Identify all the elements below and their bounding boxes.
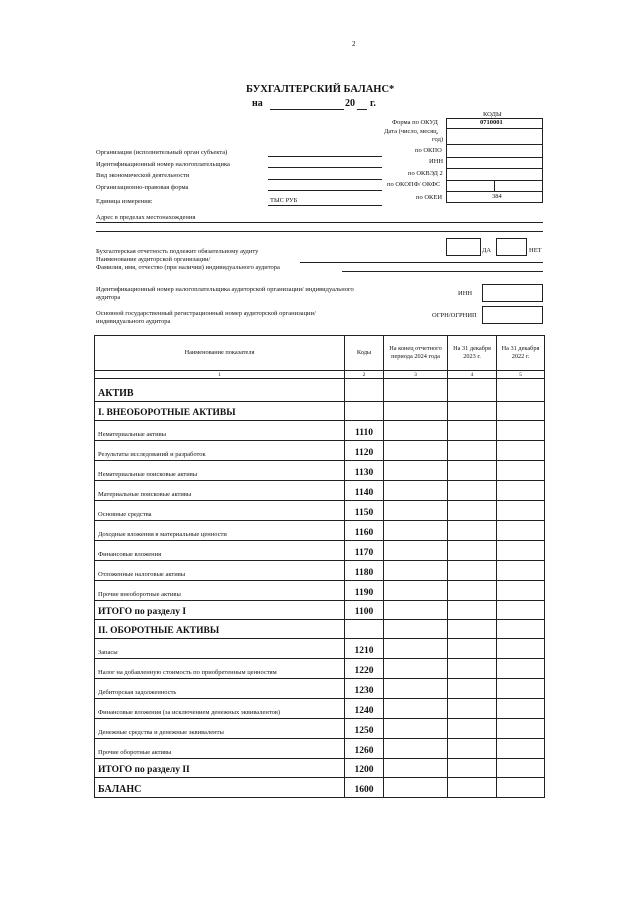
value-cell[interactable] [384, 561, 448, 581]
table-row [95, 481, 545, 501]
row-label: Финансовые вложения (за исключением денежных эквивалентов) [95, 699, 345, 719]
table-row [95, 778, 545, 798]
table-row [95, 659, 545, 679]
value-cell[interactable] [384, 461, 448, 481]
auditor-ogrn-short: ОГРН/ОГРНИП [432, 312, 477, 319]
value-cell[interactable] [384, 679, 448, 699]
row-label: ИТОГО по разделу I [95, 601, 345, 620]
value-cell[interactable] [384, 620, 448, 639]
value-cell[interactable] [497, 659, 545, 679]
value-cell[interactable] [384, 719, 448, 739]
row-code [345, 620, 384, 639]
row-code: 1190 [345, 581, 384, 601]
value-cell[interactable] [384, 601, 448, 620]
okei-label: по ОКЕИ [416, 194, 443, 201]
col-number: 4 [448, 371, 497, 379]
table-row [95, 639, 545, 659]
value-cell[interactable] [448, 421, 497, 441]
value-cell[interactable] [497, 521, 545, 541]
value-cell[interactable] [448, 521, 497, 541]
row-label: Налог на добавленную стоимость по приобретенным ценностям [95, 659, 345, 679]
value-cell[interactable] [384, 541, 448, 561]
value-cell[interactable] [448, 379, 497, 402]
value-cell[interactable] [448, 501, 497, 521]
value-cell[interactable] [448, 481, 497, 501]
legal-form-label: Организационно-правовая форма [96, 184, 189, 191]
row-label: Прочие внеоборотные активы [95, 581, 345, 601]
inn-full-label: Идентификационный номер налогоплательщика [96, 161, 230, 168]
value-cell[interactable] [384, 521, 448, 541]
value-cell[interactable] [384, 639, 448, 659]
value-cell[interactable] [497, 379, 545, 402]
value-cell[interactable] [384, 481, 448, 501]
auditor-inn-short: ИНН [458, 290, 473, 297]
row-code: 1160 [345, 521, 384, 541]
date-label-1: Дата (число, месяц, [384, 128, 439, 135]
value-cell[interactable] [497, 679, 545, 699]
value-cell[interactable] [497, 461, 545, 481]
date-line [270, 109, 344, 110]
value-cell[interactable] [497, 581, 545, 601]
row-label: ИТОГО по разделу II [95, 759, 345, 778]
row-label: Отложенные налоговые активы [95, 561, 345, 581]
unit-label: Единица измерения: [96, 198, 153, 205]
date-suffix: г. [370, 98, 376, 109]
table-row [95, 521, 545, 541]
value-cell[interactable] [497, 778, 545, 798]
row-label: БАЛАНС [95, 778, 345, 798]
table-row [95, 402, 545, 421]
row-code: 1110 [345, 421, 384, 441]
okpo-label: по ОКПО [415, 147, 442, 154]
address-label: Адрес в пределах местонахождения [96, 214, 196, 221]
unit-value: ТЫС РУБ [270, 197, 298, 204]
table-row [95, 620, 545, 639]
table-row [95, 719, 545, 739]
value-cell[interactable] [448, 601, 497, 620]
table-row [95, 541, 545, 561]
table-row [95, 679, 545, 699]
row-label: Доходные вложения в материальные ценности [95, 521, 345, 541]
col-period-header: На конец отчетного периода 2024 года [384, 336, 448, 371]
row-label: Материальные поисковые активы [95, 481, 345, 501]
okved-label: по ОКВЭД 2 [408, 170, 443, 177]
value-cell[interactable] [497, 759, 545, 778]
row-label: Денежные средства и денежные эквиваленты [95, 719, 345, 739]
value-cell[interactable] [448, 402, 497, 421]
value-cell[interactable] [448, 639, 497, 659]
row-label: Прочие оборотные активы [95, 739, 345, 759]
value-cell[interactable] [497, 441, 545, 461]
document-title: БУХГАЛТЕРСКИЙ БАЛАНС* [246, 84, 395, 95]
value-cell[interactable] [384, 402, 448, 421]
table-row [95, 699, 545, 719]
yes-checkbox[interactable] [446, 238, 481, 256]
col-code-header: Коды [345, 336, 384, 371]
row-label: Дебиторская задолженность [95, 679, 345, 699]
row-code: 1250 [345, 719, 384, 739]
row-code: 1240 [345, 699, 384, 719]
value-cell[interactable] [448, 620, 497, 639]
row-label: Нематериальные активы [95, 421, 345, 441]
row-label: Финансовые вложения [95, 541, 345, 561]
auditor-ogrn-label-2: индивидуального аудитора [96, 318, 171, 325]
value-cell[interactable] [497, 739, 545, 759]
okud-code: 0710001 [480, 119, 503, 126]
row-code: 1220 [345, 659, 384, 679]
row-label: АКТИВ [95, 379, 345, 402]
auditor-inn-box[interactable] [482, 284, 543, 302]
auditor-inn-label-2: аудитора [96, 294, 121, 301]
col-number: 3 [384, 371, 448, 379]
value-cell[interactable] [497, 481, 545, 501]
row-code: 1150 [345, 501, 384, 521]
table-row [95, 421, 545, 441]
row-label: Нематериальные поисковые активы [95, 461, 345, 481]
row-code: 1200 [345, 759, 384, 778]
value-cell[interactable] [384, 759, 448, 778]
row-code: 1170 [345, 541, 384, 561]
value-cell[interactable] [384, 778, 448, 798]
row-label: Основные средства [95, 501, 345, 521]
row-code: 1130 [345, 461, 384, 481]
date-prefix: на [252, 98, 263, 109]
table-row [95, 461, 545, 481]
row-label: Результаты исследований и разработок [95, 441, 345, 461]
row-code: 1140 [345, 481, 384, 501]
value-cell[interactable] [384, 421, 448, 441]
value-cell[interactable] [497, 561, 545, 581]
okopf-label: по ОКОПФ/ ОКФС [387, 181, 441, 188]
table-row [95, 379, 545, 402]
value-cell[interactable] [497, 620, 545, 639]
auditor-ogrn-box[interactable] [482, 306, 543, 324]
date-year: 20 [345, 98, 355, 109]
value-cell[interactable] [384, 659, 448, 679]
auditor-name-label-2: Фамилия, имя, отчество (при наличии) индивидуального аудитора [96, 264, 280, 271]
date-label-2: год) [432, 136, 444, 143]
value-cell[interactable] [448, 461, 497, 481]
col-number: 5 [497, 371, 545, 379]
value-cell[interactable] [448, 581, 497, 601]
page-number: 2 [352, 40, 356, 48]
table-row [95, 759, 545, 778]
col-prev1-header: На 31 декабря 2023 г. [448, 336, 497, 371]
row-label: I. ВНЕОБОРОТНЫЕ АКТИВЫ [95, 402, 345, 421]
value-cell[interactable] [448, 561, 497, 581]
inn-label: ИНН [429, 158, 444, 165]
row-label: II. ОБОРОТНЫЕ АКТИВЫ [95, 620, 345, 639]
col-name-header: Наименование показателя [95, 336, 345, 371]
okei-code: 384 [492, 193, 502, 200]
col-prev2-header: На 31 декабря 2022 г. [497, 336, 545, 371]
auditor-name-label-1: Наименование аудиторской организации/ [96, 256, 211, 263]
col-number: 1 [95, 371, 345, 379]
date-year-line [357, 109, 367, 110]
value-cell[interactable] [497, 421, 545, 441]
codes-header: КОДЫ [483, 111, 502, 118]
value-cell[interactable] [448, 441, 497, 461]
value-cell[interactable] [497, 541, 545, 561]
balance-table [94, 335, 545, 798]
value-cell[interactable] [384, 441, 448, 461]
value-cell[interactable] [448, 778, 497, 798]
value-cell[interactable] [497, 601, 545, 620]
row-code: 1260 [345, 739, 384, 759]
activity-label: Вид экономической деятельности [96, 172, 190, 179]
value-cell[interactable] [448, 719, 497, 739]
value-cell[interactable] [448, 739, 497, 759]
value-cell[interactable] [448, 679, 497, 699]
table-row [95, 501, 545, 521]
row-code: 1210 [345, 639, 384, 659]
no-checkbox[interactable] [496, 238, 527, 256]
value-cell[interactable] [497, 501, 545, 521]
value-cell[interactable] [497, 402, 545, 421]
row-code: 1100 [345, 601, 384, 620]
row-code: 1230 [345, 679, 384, 699]
table-row [95, 561, 545, 581]
value-cell[interactable] [448, 541, 497, 561]
value-cell[interactable] [497, 639, 545, 659]
row-code: 1120 [345, 441, 384, 461]
table-row [95, 739, 545, 759]
table-row [95, 581, 545, 601]
value-cell[interactable] [497, 719, 545, 739]
value-cell[interactable] [384, 739, 448, 759]
okud-label: Форма по ОКУД [392, 119, 438, 126]
no-label: НЕТ [529, 247, 542, 254]
value-cell[interactable] [384, 501, 448, 521]
value-cell[interactable] [384, 581, 448, 601]
value-cell[interactable] [497, 699, 545, 719]
yes-label: ДА [482, 247, 492, 254]
col-number: 2 [345, 371, 384, 379]
org-label: Организация (исполнительный орган субъекта) [96, 149, 228, 156]
auditor-inn-label-1: Идентификационный номер налогоплательщика аудиторской организации/ индивидуального [96, 286, 354, 293]
row-code: 1600 [345, 778, 384, 798]
row-code [345, 402, 384, 421]
value-cell[interactable] [384, 379, 448, 402]
row-label: Запасы [95, 639, 345, 659]
audit-subject-label: Бухгалтерская отчетность подлежит обязательному аудиту [96, 248, 259, 255]
table-row [95, 441, 545, 461]
value-cell[interactable] [448, 659, 497, 679]
value-cell[interactable] [448, 699, 497, 719]
value-cell[interactable] [448, 759, 497, 778]
row-code [345, 379, 384, 402]
table-row [95, 601, 545, 620]
value-cell[interactable] [384, 699, 448, 719]
row-code: 1180 [345, 561, 384, 581]
auditor-ogrn-label-1: Основной государственный регистрационный номер аудиторской организации/ [96, 310, 316, 317]
